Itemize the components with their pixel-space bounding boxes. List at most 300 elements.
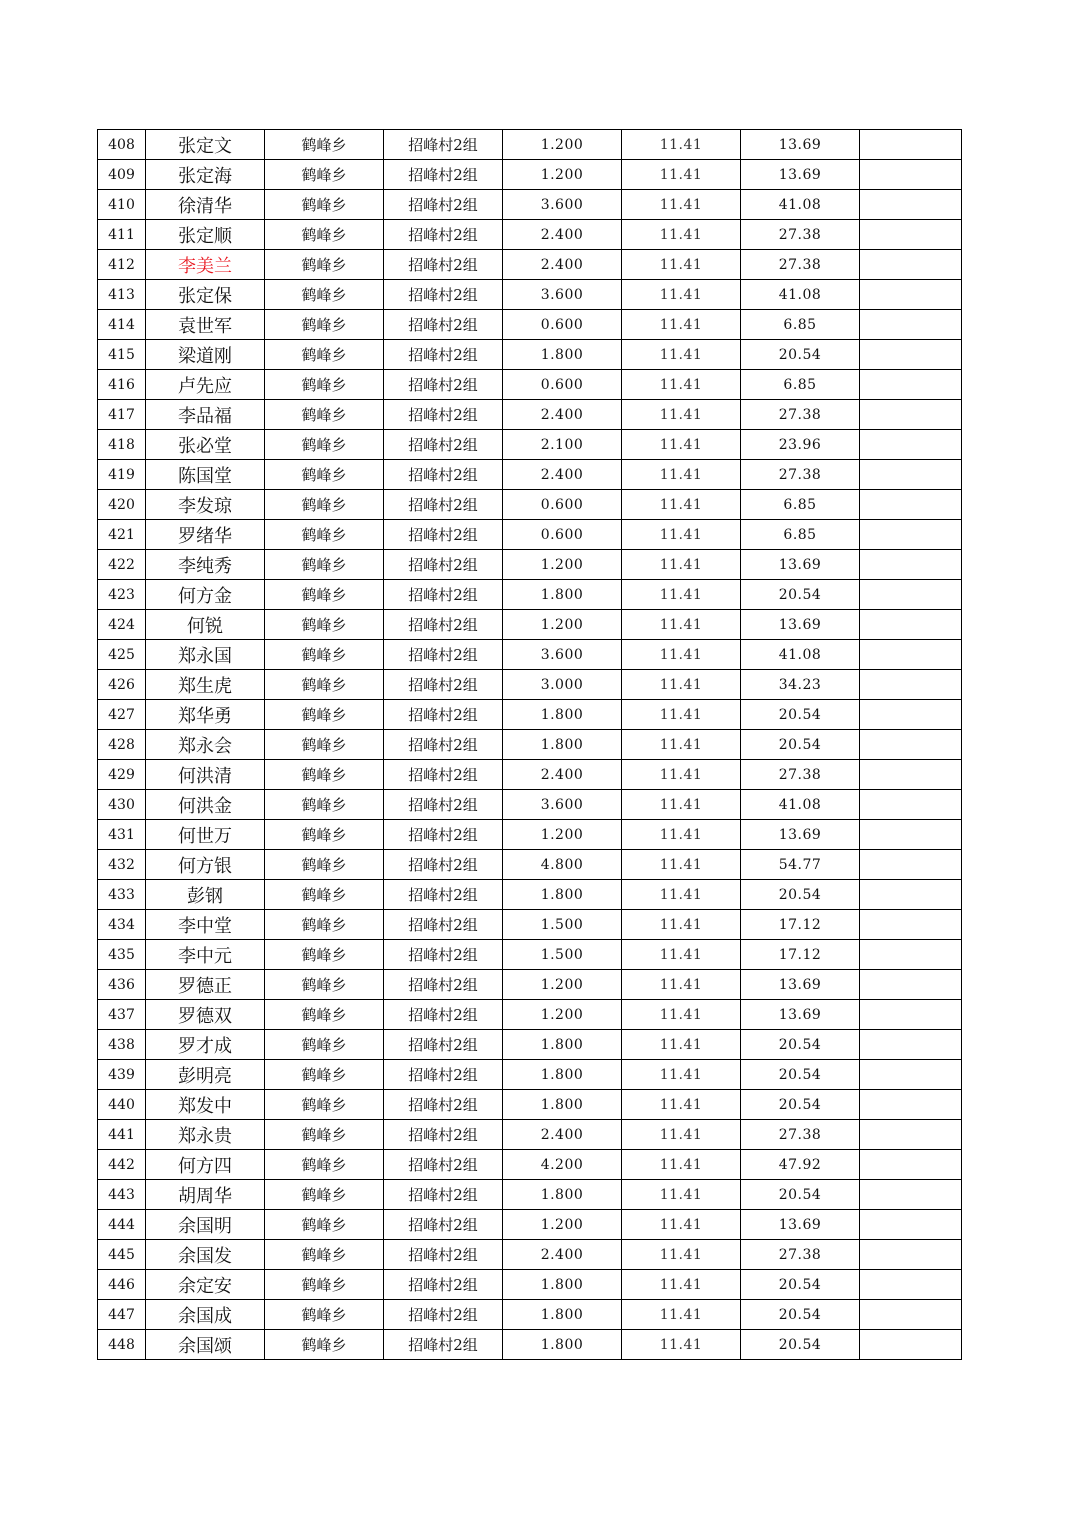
town-cell: 鹤峰乡 — [265, 340, 384, 370]
area-cell: 1.800 — [503, 730, 622, 760]
area-cell: 2.400 — [503, 460, 622, 490]
rate-cell: 11.41 — [622, 1030, 741, 1060]
area-cell: 3.000 — [503, 670, 622, 700]
note-cell — [860, 1180, 962, 1210]
name-cell: 余定安 — [146, 1270, 265, 1300]
town-cell: 鹤峰乡 — [265, 1210, 384, 1240]
village-cell: 招峰村2组 — [384, 1300, 503, 1330]
area-cell: 2.400 — [503, 760, 622, 790]
note-cell — [860, 1330, 962, 1360]
table-row — [98, 760, 962, 790]
amount-cell: 27.38 — [741, 760, 860, 790]
town-cell: 鹤峰乡 — [265, 490, 384, 520]
town-cell: 鹤峰乡 — [265, 550, 384, 580]
area-cell: 2.400 — [503, 1120, 622, 1150]
amount-cell: 6.85 — [741, 520, 860, 550]
village-cell: 招峰村2组 — [384, 130, 503, 160]
note-cell — [860, 1270, 962, 1300]
name-cell: 胡周华 — [146, 1180, 265, 1210]
name-cell: 余国成 — [146, 1300, 265, 1330]
village-cell: 招峰村2组 — [384, 340, 503, 370]
amount-cell: 54.77 — [741, 850, 860, 880]
table-row — [98, 520, 962, 550]
village-cell: 招峰村2组 — [384, 1120, 503, 1150]
amount-cell: 13.69 — [741, 610, 860, 640]
area-cell: 1.800 — [503, 1060, 622, 1090]
town-cell: 鹤峰乡 — [265, 1300, 384, 1330]
rate-cell: 11.41 — [622, 760, 741, 790]
note-cell — [860, 1210, 962, 1240]
amount-cell: 20.54 — [741, 1090, 860, 1120]
table-row — [98, 880, 962, 910]
village-cell: 招峰村2组 — [384, 1240, 503, 1270]
table-row — [98, 730, 962, 760]
amount-cell: 6.85 — [741, 370, 860, 400]
town-cell: 鹤峰乡 — [265, 1090, 384, 1120]
amount-cell: 6.85 — [741, 310, 860, 340]
table-row — [98, 700, 962, 730]
table-row — [98, 190, 962, 220]
note-cell — [860, 880, 962, 910]
row-number-cell: 410 — [98, 190, 146, 220]
amount-cell: 13.69 — [741, 130, 860, 160]
row-number-cell: 408 — [98, 130, 146, 160]
note-cell — [860, 670, 962, 700]
town-cell: 鹤峰乡 — [265, 1120, 384, 1150]
rate-cell: 11.41 — [622, 640, 741, 670]
town-cell: 鹤峰乡 — [265, 760, 384, 790]
village-cell: 招峰村2组 — [384, 310, 503, 340]
name-cell: 陈国堂 — [146, 460, 265, 490]
note-cell — [860, 1300, 962, 1330]
village-cell: 招峰村2组 — [384, 1000, 503, 1030]
table-row — [98, 670, 962, 700]
name-cell: 张定文 — [146, 130, 265, 160]
table-row — [98, 1030, 962, 1060]
amount-cell: 13.69 — [741, 160, 860, 190]
note-cell — [860, 1060, 962, 1090]
row-number-cell: 425 — [98, 640, 146, 670]
row-number-cell: 411 — [98, 220, 146, 250]
village-cell: 招峰村2组 — [384, 550, 503, 580]
area-cell: 1.800 — [503, 880, 622, 910]
rate-cell: 11.41 — [622, 820, 741, 850]
town-cell: 鹤峰乡 — [265, 400, 384, 430]
rate-cell: 11.41 — [622, 610, 741, 640]
table-row — [98, 1060, 962, 1090]
amount-cell: 20.54 — [741, 1330, 860, 1360]
area-cell: 1.800 — [503, 1270, 622, 1300]
rate-cell: 11.41 — [622, 730, 741, 760]
amount-cell: 27.38 — [741, 1240, 860, 1270]
area-cell: 1.800 — [503, 1090, 622, 1120]
name-cell: 何洪金 — [146, 790, 265, 820]
area-cell: 1.200 — [503, 550, 622, 580]
row-number-cell: 416 — [98, 370, 146, 400]
row-number-cell: 446 — [98, 1270, 146, 1300]
name-cell: 李纯秀 — [146, 550, 265, 580]
town-cell: 鹤峰乡 — [265, 610, 384, 640]
amount-cell: 20.54 — [741, 340, 860, 370]
rate-cell: 11.41 — [622, 670, 741, 700]
rate-cell: 11.41 — [622, 1240, 741, 1270]
area-cell: 1.800 — [503, 1330, 622, 1360]
table-row — [98, 940, 962, 970]
rate-cell: 11.41 — [622, 1000, 741, 1030]
town-cell: 鹤峰乡 — [265, 190, 384, 220]
table-row — [98, 790, 962, 820]
name-cell: 李品福 — [146, 400, 265, 430]
table-row — [98, 820, 962, 850]
amount-cell: 47.92 — [741, 1150, 860, 1180]
town-cell: 鹤峰乡 — [265, 130, 384, 160]
table-row — [98, 1120, 962, 1150]
row-number-cell: 441 — [98, 1120, 146, 1150]
note-cell — [860, 520, 962, 550]
area-cell: 3.600 — [503, 640, 622, 670]
table-row — [98, 1090, 962, 1120]
table-row — [98, 130, 962, 160]
town-cell: 鹤峰乡 — [265, 250, 384, 280]
area-cell: 2.100 — [503, 430, 622, 460]
row-number-cell: 447 — [98, 1300, 146, 1330]
rate-cell: 11.41 — [622, 850, 741, 880]
area-cell: 1.200 — [503, 130, 622, 160]
table-row — [98, 310, 962, 340]
area-cell: 0.600 — [503, 310, 622, 340]
village-cell: 招峰村2组 — [384, 1180, 503, 1210]
note-cell — [860, 1030, 962, 1060]
area-cell: 1.800 — [503, 700, 622, 730]
town-cell: 鹤峰乡 — [265, 1060, 384, 1090]
name-cell: 卢先应 — [146, 370, 265, 400]
table-row — [98, 970, 962, 1000]
amount-cell: 27.38 — [741, 460, 860, 490]
area-cell: 2.400 — [503, 250, 622, 280]
village-cell: 招峰村2组 — [384, 1330, 503, 1360]
row-number-cell: 409 — [98, 160, 146, 190]
amount-cell: 20.54 — [741, 580, 860, 610]
area-cell: 1.200 — [503, 970, 622, 1000]
area-cell: 1.800 — [503, 580, 622, 610]
rate-cell: 11.41 — [622, 130, 741, 160]
row-number-cell: 429 — [98, 760, 146, 790]
amount-cell: 13.69 — [741, 970, 860, 1000]
table-row — [98, 370, 962, 400]
name-cell: 彭钢 — [146, 880, 265, 910]
rate-cell: 11.41 — [622, 1120, 741, 1150]
village-cell: 招峰村2组 — [384, 460, 503, 490]
row-number-cell: 421 — [98, 520, 146, 550]
table-row — [98, 160, 962, 190]
town-cell: 鹤峰乡 — [265, 460, 384, 490]
area-cell: 2.400 — [503, 400, 622, 430]
table-body — [98, 130, 962, 1360]
name-cell: 何锐 — [146, 610, 265, 640]
note-cell — [860, 700, 962, 730]
rate-cell: 11.41 — [622, 550, 741, 580]
rate-cell: 11.41 — [622, 1090, 741, 1120]
note-cell — [860, 340, 962, 370]
note-cell — [860, 820, 962, 850]
area-cell: 1.800 — [503, 1300, 622, 1330]
table-row — [98, 1000, 962, 1030]
village-cell: 招峰村2组 — [384, 880, 503, 910]
row-number-cell: 422 — [98, 550, 146, 580]
row-number-cell: 448 — [98, 1330, 146, 1360]
note-cell — [860, 640, 962, 670]
note-cell — [860, 190, 962, 220]
row-number-cell: 423 — [98, 580, 146, 610]
village-cell: 招峰村2组 — [384, 970, 503, 1000]
note-cell — [860, 970, 962, 1000]
amount-cell: 34.23 — [741, 670, 860, 700]
table-row — [98, 400, 962, 430]
row-number-cell: 418 — [98, 430, 146, 460]
note-cell — [860, 1090, 962, 1120]
amount-cell: 27.38 — [741, 220, 860, 250]
amount-cell: 41.08 — [741, 790, 860, 820]
row-number-cell: 433 — [98, 880, 146, 910]
village-cell: 招峰村2组 — [384, 700, 503, 730]
village-cell: 招峰村2组 — [384, 1090, 503, 1120]
name-cell: 罗德双 — [146, 1000, 265, 1030]
row-number-cell: 427 — [98, 700, 146, 730]
table-row — [98, 1240, 962, 1270]
table-row — [98, 580, 962, 610]
table-row — [98, 640, 962, 670]
table-row — [98, 430, 962, 460]
town-cell: 鹤峰乡 — [265, 1270, 384, 1300]
rate-cell: 11.41 — [622, 700, 741, 730]
amount-cell: 27.38 — [741, 250, 860, 280]
amount-cell: 20.54 — [741, 1300, 860, 1330]
town-cell: 鹤峰乡 — [265, 940, 384, 970]
rate-cell: 11.41 — [622, 520, 741, 550]
rate-cell: 11.41 — [622, 430, 741, 460]
note-cell — [860, 910, 962, 940]
rate-cell: 11.41 — [622, 1210, 741, 1240]
area-cell: 1.800 — [503, 340, 622, 370]
name-cell: 罗绪华 — [146, 520, 265, 550]
note-cell — [860, 130, 962, 160]
name-cell: 李中元 — [146, 940, 265, 970]
row-number-cell: 439 — [98, 1060, 146, 1090]
row-number-cell: 442 — [98, 1150, 146, 1180]
town-cell: 鹤峰乡 — [265, 820, 384, 850]
village-cell: 招峰村2组 — [384, 160, 503, 190]
name-cell: 郑华勇 — [146, 700, 265, 730]
table-row — [98, 610, 962, 640]
rate-cell: 11.41 — [622, 460, 741, 490]
table-row — [98, 250, 962, 280]
note-cell — [860, 370, 962, 400]
amount-cell: 27.38 — [741, 400, 860, 430]
rate-cell: 11.41 — [622, 220, 741, 250]
name-cell: 李美兰 — [146, 250, 265, 280]
name-cell: 何方银 — [146, 850, 265, 880]
amount-cell: 13.69 — [741, 1210, 860, 1240]
area-cell: 1.200 — [503, 820, 622, 850]
name-cell: 罗德正 — [146, 970, 265, 1000]
village-cell: 招峰村2组 — [384, 580, 503, 610]
village-cell: 招峰村2组 — [384, 730, 503, 760]
name-cell: 郑发中 — [146, 1090, 265, 1120]
table-row — [98, 910, 962, 940]
rate-cell: 11.41 — [622, 400, 741, 430]
rate-cell: 11.41 — [622, 910, 741, 940]
name-cell: 袁世军 — [146, 310, 265, 340]
village-cell: 招峰村2组 — [384, 940, 503, 970]
village-cell: 招峰村2组 — [384, 430, 503, 460]
note-cell — [860, 850, 962, 880]
note-cell — [860, 1120, 962, 1150]
note-cell — [860, 400, 962, 430]
name-cell: 梁道刚 — [146, 340, 265, 370]
amount-cell: 41.08 — [741, 190, 860, 220]
rate-cell: 11.41 — [622, 1060, 741, 1090]
name-cell: 罗才成 — [146, 1030, 265, 1060]
note-cell — [860, 730, 962, 760]
row-number-cell: 426 — [98, 670, 146, 700]
row-number-cell: 445 — [98, 1240, 146, 1270]
note-cell — [860, 430, 962, 460]
name-cell: 何方四 — [146, 1150, 265, 1180]
village-cell: 招峰村2组 — [384, 250, 503, 280]
table-row — [98, 280, 962, 310]
note-cell — [860, 610, 962, 640]
town-cell: 鹤峰乡 — [265, 880, 384, 910]
area-cell: 1.200 — [503, 610, 622, 640]
name-cell: 徐清华 — [146, 190, 265, 220]
amount-cell: 17.12 — [741, 940, 860, 970]
town-cell: 鹤峰乡 — [265, 1030, 384, 1060]
row-number-cell: 430 — [98, 790, 146, 820]
town-cell: 鹤峰乡 — [265, 670, 384, 700]
note-cell — [860, 790, 962, 820]
row-number-cell: 432 — [98, 850, 146, 880]
name-cell: 何方金 — [146, 580, 265, 610]
area-cell: 3.600 — [503, 280, 622, 310]
village-cell: 招峰村2组 — [384, 190, 503, 220]
name-cell: 张定保 — [146, 280, 265, 310]
amount-cell: 20.54 — [741, 1030, 860, 1060]
town-cell: 鹤峰乡 — [265, 430, 384, 460]
amount-cell: 13.69 — [741, 550, 860, 580]
area-cell: 1.200 — [503, 160, 622, 190]
town-cell: 鹤峰乡 — [265, 1000, 384, 1030]
area-cell: 1.800 — [503, 1030, 622, 1060]
note-cell — [860, 550, 962, 580]
amount-cell: 41.08 — [741, 280, 860, 310]
town-cell: 鹤峰乡 — [265, 1330, 384, 1360]
row-number-cell: 414 — [98, 310, 146, 340]
village-cell: 招峰村2组 — [384, 820, 503, 850]
area-cell: 0.600 — [503, 490, 622, 520]
table-row — [98, 490, 962, 520]
row-number-cell: 444 — [98, 1210, 146, 1240]
name-cell: 郑永国 — [146, 640, 265, 670]
note-cell — [860, 220, 962, 250]
rate-cell: 11.41 — [622, 1330, 741, 1360]
town-cell: 鹤峰乡 — [265, 970, 384, 1000]
row-number-cell: 417 — [98, 400, 146, 430]
village-cell: 招峰村2组 — [384, 790, 503, 820]
area-cell: 0.600 — [503, 370, 622, 400]
area-cell: 4.800 — [503, 850, 622, 880]
row-number-cell: 443 — [98, 1180, 146, 1210]
town-cell: 鹤峰乡 — [265, 280, 384, 310]
area-cell: 1.800 — [503, 1180, 622, 1210]
note-cell — [860, 490, 962, 520]
village-cell: 招峰村2组 — [384, 1060, 503, 1090]
row-number-cell: 440 — [98, 1090, 146, 1120]
rate-cell: 11.41 — [622, 940, 741, 970]
table-row — [98, 1180, 962, 1210]
town-cell: 鹤峰乡 — [265, 580, 384, 610]
village-cell: 招峰村2组 — [384, 640, 503, 670]
row-number-cell: 431 — [98, 820, 146, 850]
area-cell: 0.600 — [503, 520, 622, 550]
town-cell: 鹤峰乡 — [265, 1180, 384, 1210]
area-cell: 4.200 — [503, 1150, 622, 1180]
village-cell: 招峰村2组 — [384, 850, 503, 880]
row-number-cell: 437 — [98, 1000, 146, 1030]
amount-cell: 41.08 — [741, 640, 860, 670]
name-cell: 郑永贵 — [146, 1120, 265, 1150]
town-cell: 鹤峰乡 — [265, 520, 384, 550]
amount-cell: 13.69 — [741, 820, 860, 850]
table-row — [98, 550, 962, 580]
rate-cell: 11.41 — [622, 1180, 741, 1210]
table-row — [98, 1270, 962, 1300]
row-number-cell: 436 — [98, 970, 146, 1000]
area-cell: 3.600 — [503, 790, 622, 820]
subsidy-table — [97, 129, 962, 1360]
amount-cell: 6.85 — [741, 490, 860, 520]
village-cell: 招峰村2组 — [384, 490, 503, 520]
amount-cell: 13.69 — [741, 1000, 860, 1030]
rate-cell: 11.41 — [622, 190, 741, 220]
table-row — [98, 1300, 962, 1330]
rate-cell: 11.41 — [622, 880, 741, 910]
area-cell: 2.400 — [503, 1240, 622, 1270]
note-cell — [860, 280, 962, 310]
name-cell: 何洪清 — [146, 760, 265, 790]
name-cell: 李发琼 — [146, 490, 265, 520]
village-cell: 招峰村2组 — [384, 1150, 503, 1180]
village-cell: 招峰村2组 — [384, 520, 503, 550]
amount-cell: 20.54 — [741, 1270, 860, 1300]
table-row — [98, 1210, 962, 1240]
rate-cell: 11.41 — [622, 1270, 741, 1300]
area-cell: 1.500 — [503, 940, 622, 970]
area-cell: 1.200 — [503, 1210, 622, 1240]
row-number-cell: 419 — [98, 460, 146, 490]
table-row — [98, 1330, 962, 1360]
town-cell: 鹤峰乡 — [265, 310, 384, 340]
area-cell: 2.400 — [503, 220, 622, 250]
rate-cell: 11.41 — [622, 790, 741, 820]
amount-cell: 23.96 — [741, 430, 860, 460]
village-cell: 招峰村2组 — [384, 610, 503, 640]
table-row — [98, 340, 962, 370]
row-number-cell: 438 — [98, 1030, 146, 1060]
rate-cell: 11.41 — [622, 160, 741, 190]
row-number-cell: 428 — [98, 730, 146, 760]
village-cell: 招峰村2组 — [384, 760, 503, 790]
village-cell: 招峰村2组 — [384, 370, 503, 400]
